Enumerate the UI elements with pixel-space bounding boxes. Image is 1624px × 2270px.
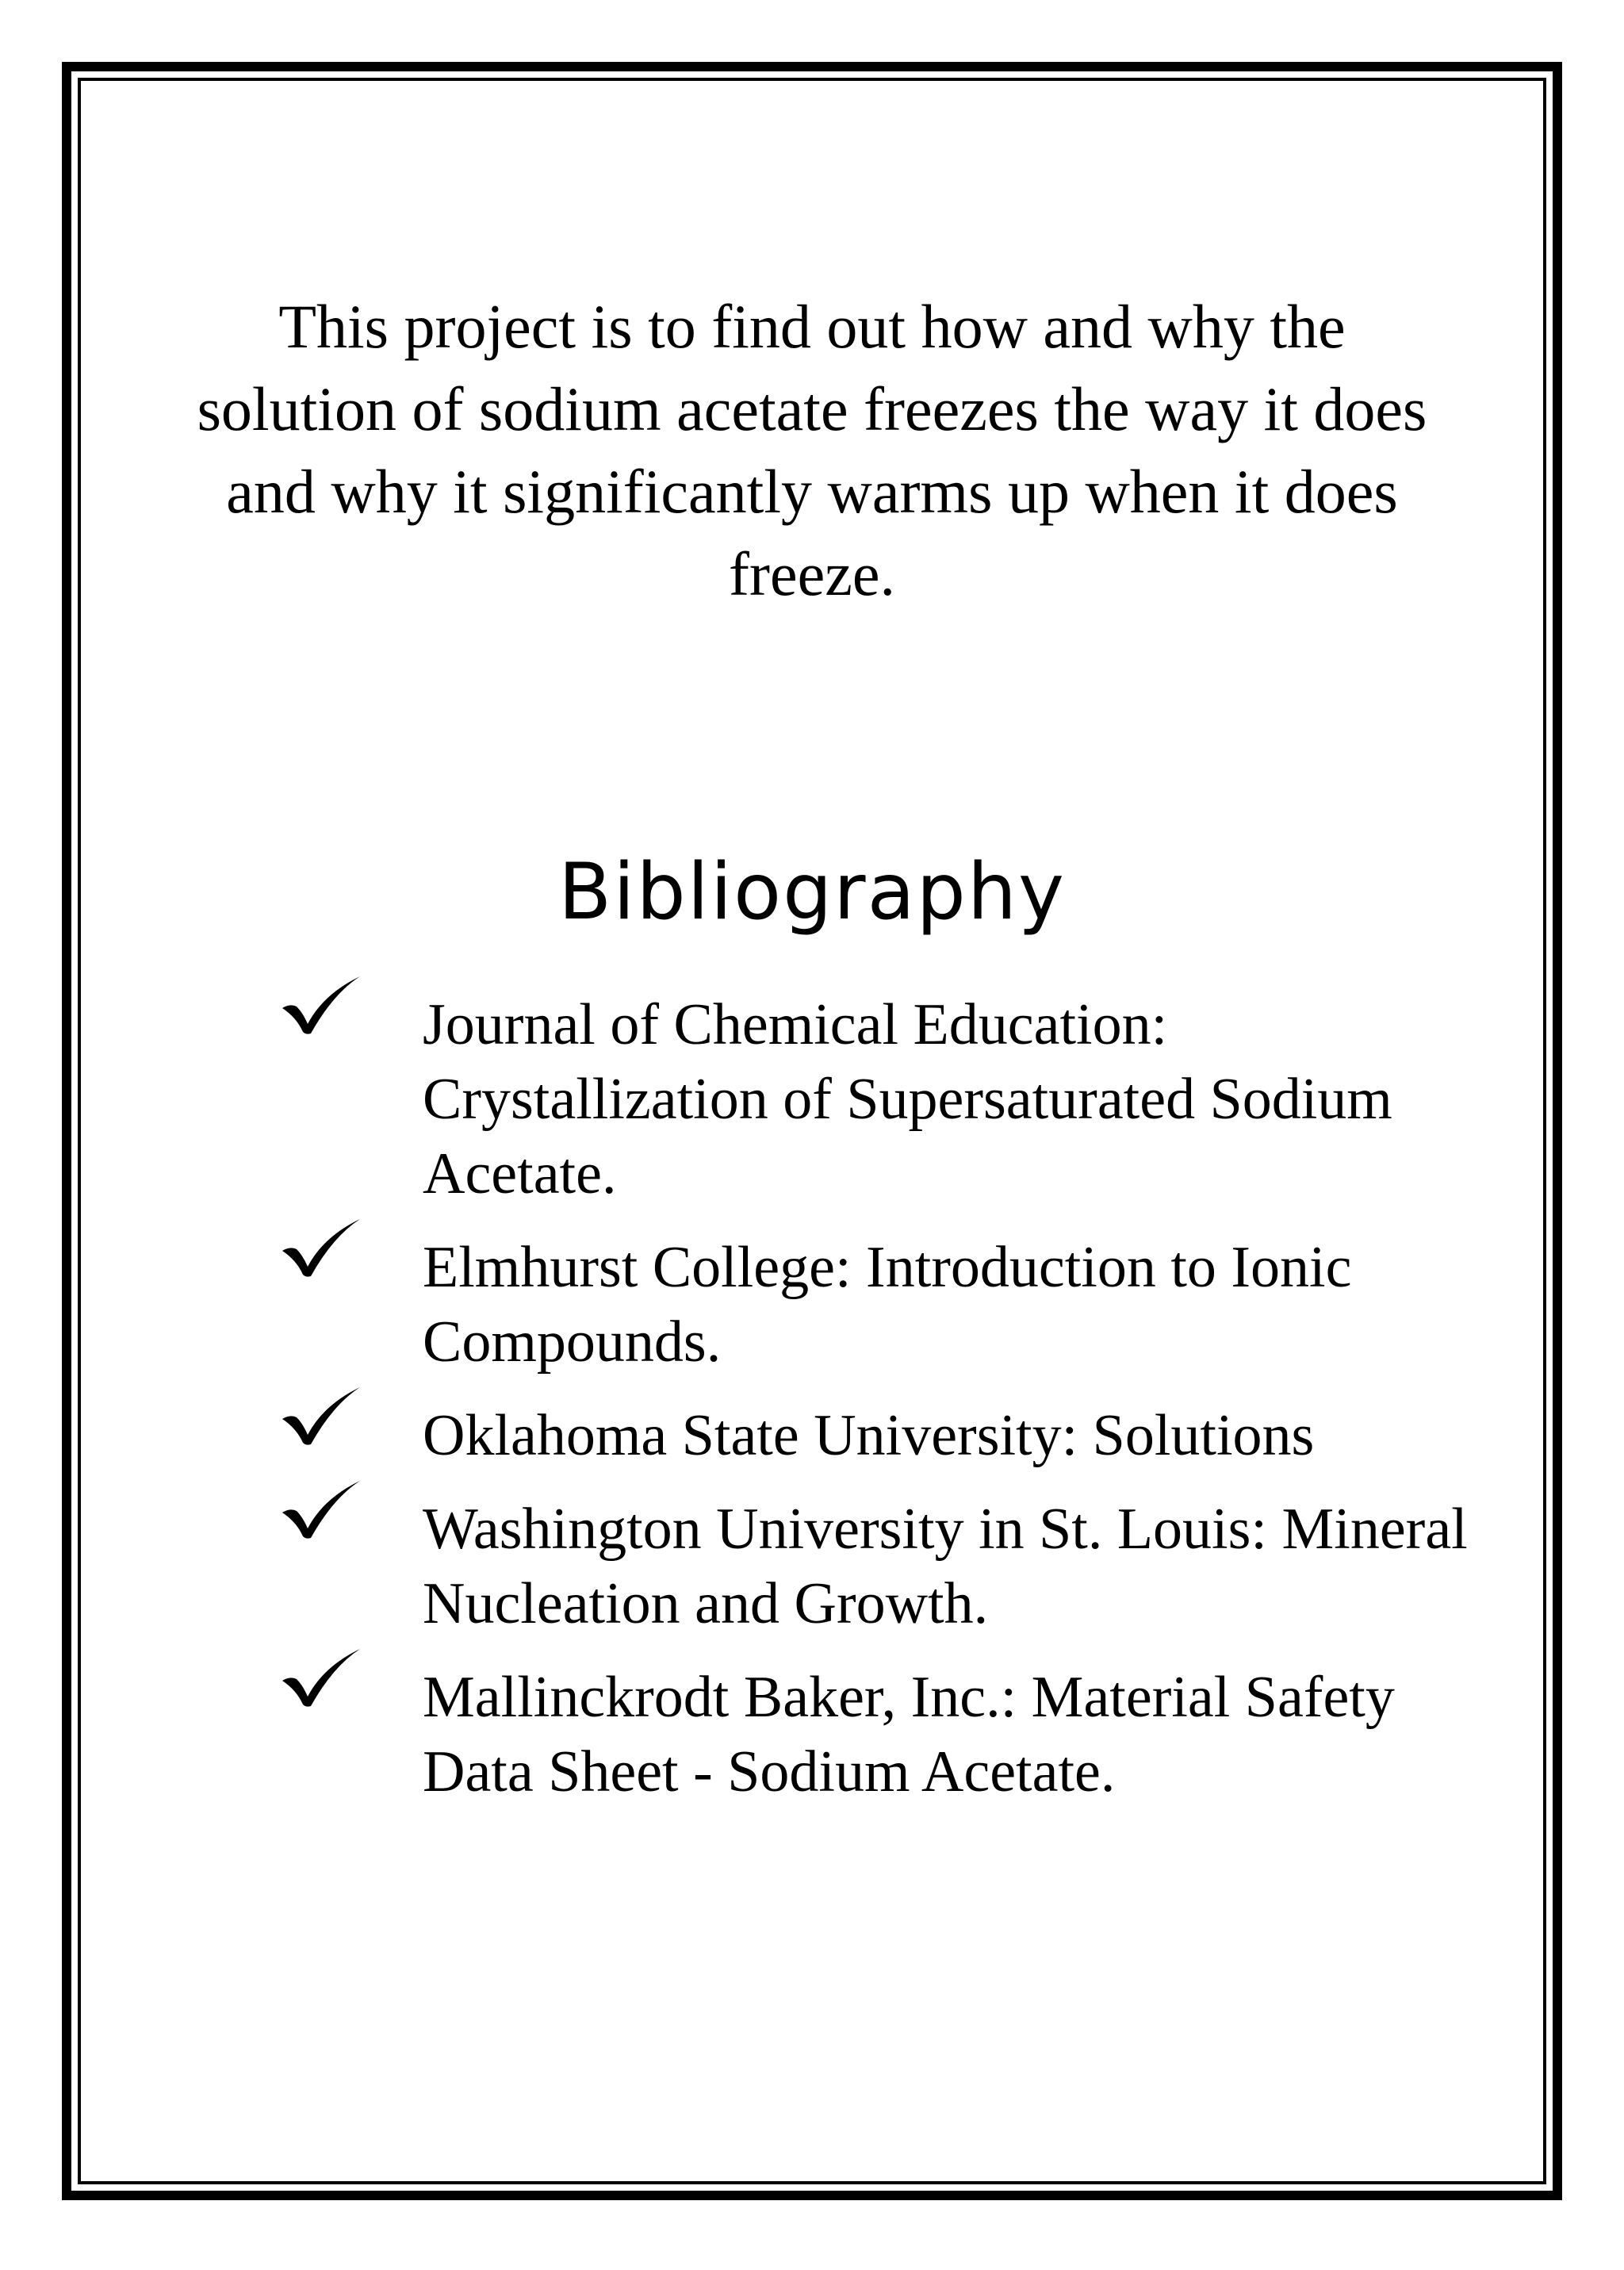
intro-paragraph: This project is to find out how and why the solution of sodium acetate freezes the way it does and why it significantly warms up when it does freeze.	[197, 292, 1427, 608]
bibliography-entry	[278, 1660, 1515, 1809]
checkmark-icon	[278, 973, 365, 1037]
checkmark-icon	[278, 1384, 365, 1448]
checkmark-icon	[278, 1478, 365, 1541]
bibliography-entry	[278, 1492, 1515, 1641]
checkmark-icon	[278, 1216, 365, 1279]
bibliography-entry-text: Elmhurst College: Introduction to Ionic Compounds.	[423, 1235, 1352, 1375]
bibliography-entry-text: Oklahoma State University: Solutions	[423, 1403, 1315, 1468]
bibliography-entry	[278, 987, 1515, 1211]
bibliography-entry-text: Mallinckrodt Baker, Inc.: Material Safety Data Sheet - Sodium Acetate.	[423, 1665, 1395, 1804]
bibliography-list	[278, 987, 1515, 1809]
bibliography-entry-text: Washington University in St. Louis: Mineral Nucleation and Growth.	[423, 1497, 1468, 1636]
bibliography-entry	[278, 1398, 1515, 1473]
bibliography-heading: Bibliography	[558, 847, 1066, 938]
bibliography-entry	[278, 1230, 1515, 1379]
checkmark-icon	[278, 1646, 365, 1709]
bibliography-entry-text: Journal of Chemical Education: Crystallization of Supersaturated Sodium Acetate.	[423, 992, 1392, 1206]
